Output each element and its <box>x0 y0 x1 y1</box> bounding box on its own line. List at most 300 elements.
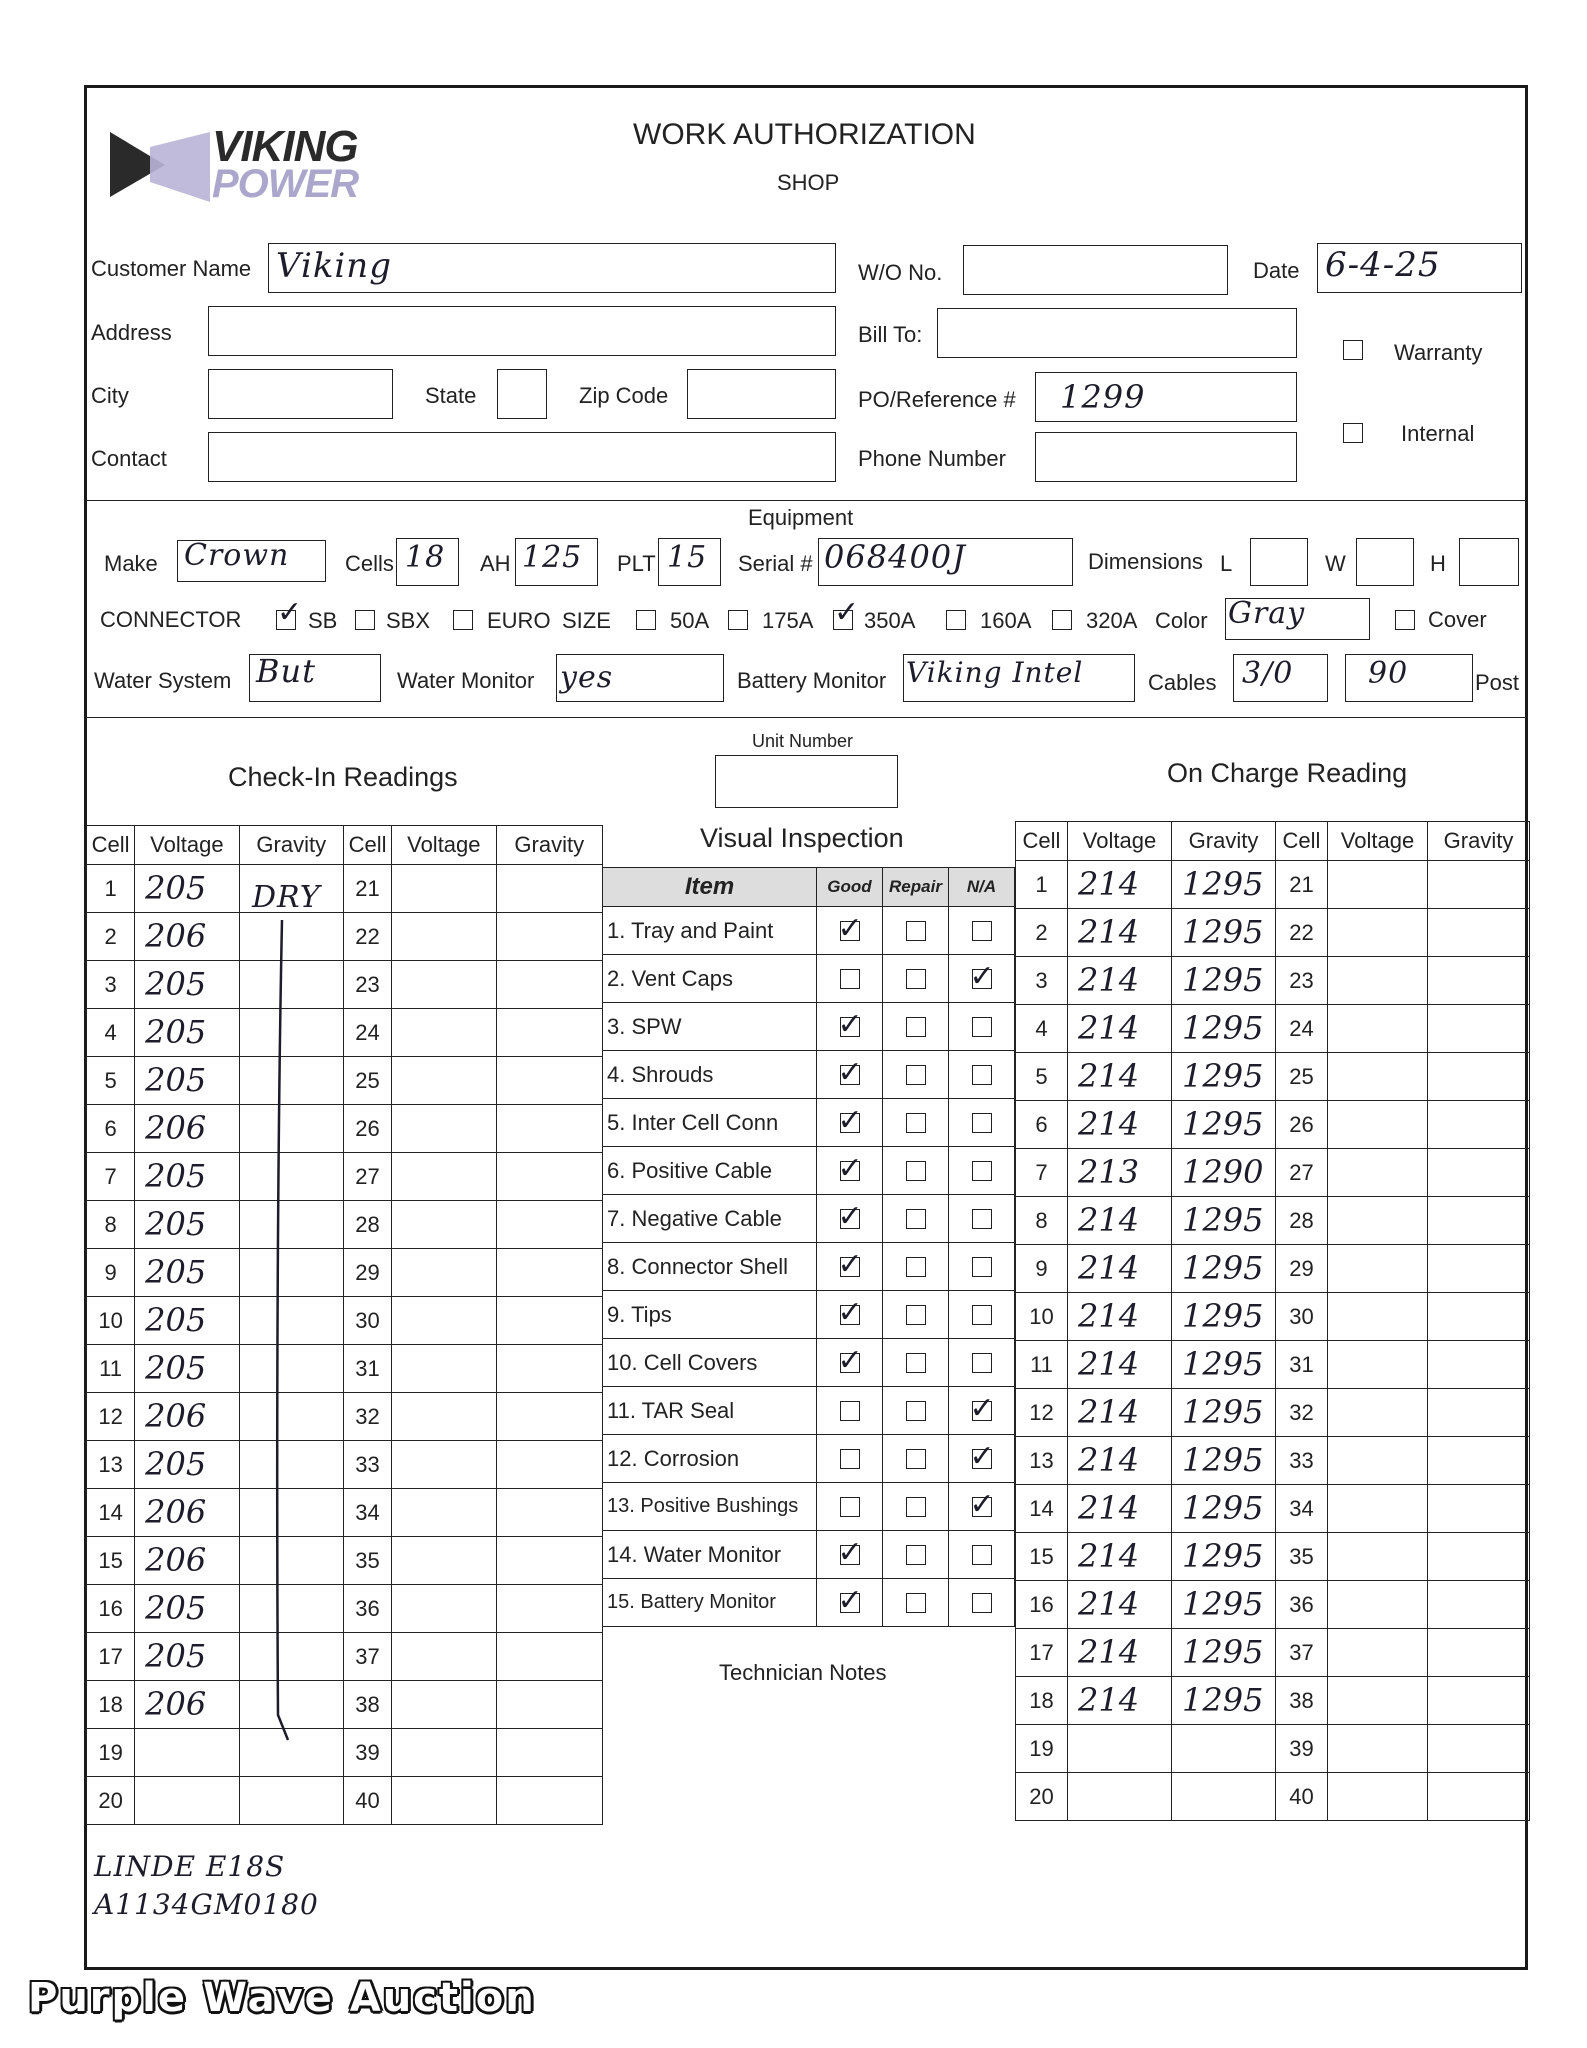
zip-field[interactable] <box>687 369 836 419</box>
oncharge-row <box>1016 1581 1530 1629</box>
dim-h-label: H <box>1430 551 1446 576</box>
checkin-voltage-cell[interactable] <box>135 1633 239 1681</box>
checkin-voltage-cell[interactable] <box>135 913 239 961</box>
checkin-gravity-cell[interactable] <box>496 1153 602 1201</box>
oncharge-voltage-cell[interactable] <box>1068 1005 1172 1053</box>
oncharge-cell-number: 16 <box>1016 1581 1068 1629</box>
checkin-voltage-cell[interactable] <box>135 1777 239 1825</box>
oncharge-header-cell: Voltage <box>1068 822 1172 861</box>
checkin-voltage-cell[interactable] <box>135 961 239 1009</box>
visual-na-cell <box>949 1339 1015 1387</box>
oncharge-voltage-cell[interactable] <box>1328 1101 1428 1149</box>
bill-to-field[interactable] <box>937 308 1297 358</box>
checkin-row <box>87 913 603 961</box>
oncharge-gravity-value: 1290 <box>1182 1153 1264 1191</box>
oncharge-voltage-value: 214 <box>1078 1057 1140 1095</box>
checkin-voltage-value: 205 <box>145 1013 207 1051</box>
checkin-voltage-cell[interactable] <box>392 1249 496 1297</box>
checkin-voltage-cell[interactable] <box>135 1585 239 1633</box>
phone-field[interactable] <box>1035 432 1297 482</box>
checkin-cell-number: 26 <box>343 1105 391 1153</box>
checkin-voltage-cell[interactable] <box>392 1633 496 1681</box>
checkin-voltage-cell[interactable] <box>392 1105 496 1153</box>
visual-item-row <box>603 1243 1015 1291</box>
oncharge-gravity-cell[interactable] <box>1428 1629 1530 1677</box>
oncharge-gravity-cell[interactable] <box>1428 909 1530 957</box>
oncharge-gravity-cell[interactable] <box>1428 1005 1530 1053</box>
oncharge-gravity-cell[interactable] <box>1428 1197 1530 1245</box>
oncharge-voltage-cell[interactable] <box>1068 1149 1172 1197</box>
checkin-voltage-cell[interactable] <box>392 1153 496 1201</box>
checkin-voltage-cell[interactable] <box>392 1057 496 1105</box>
visual-item-row <box>603 907 1015 955</box>
checkin-voltage-cell[interactable] <box>392 1297 496 1345</box>
connector-label: CONNECTOR <box>100 607 242 632</box>
checkin-voltage-cell[interactable] <box>135 1249 239 1297</box>
phone-label: Phone Number <box>858 446 1006 471</box>
visual-repair-checkbox[interactable] <box>906 1209 926 1229</box>
check-mark-icon: ✓ <box>837 1294 863 1330</box>
checkin-voltage-cell[interactable] <box>135 1345 239 1393</box>
visual-na-checkbox[interactable] <box>972 1545 992 1565</box>
oncharge-gravity-value: 1295 <box>1182 865 1264 903</box>
size-175a-checkbox[interactable] <box>728 610 748 630</box>
oncharge-gravity-cell[interactable] <box>1172 1485 1276 1533</box>
dim-l-label: L <box>1220 551 1233 576</box>
checkin-row <box>87 1057 603 1105</box>
checkin-voltage-cell[interactable] <box>392 1009 496 1057</box>
visual-repair-checkbox[interactable] <box>906 1017 926 1037</box>
serial-label: Serial # <box>738 551 813 576</box>
oncharge-voltage-cell[interactable] <box>1328 1533 1428 1581</box>
oncharge-voltage-cell[interactable] <box>1068 1197 1172 1245</box>
checkin-voltage-cell[interactable] <box>135 1441 239 1489</box>
oncharge-gravity-cell[interactable] <box>1428 1245 1530 1293</box>
oncharge-cell-number: 3 <box>1016 957 1068 1005</box>
oncharge-gravity-cell[interactable] <box>1172 1197 1276 1245</box>
oncharge-voltage-cell[interactable] <box>1068 1533 1172 1581</box>
checkin-voltage-value: 206 <box>145 917 207 955</box>
checkin-voltage-cell[interactable] <box>392 1345 496 1393</box>
visual-na-checkbox[interactable] <box>972 1353 992 1373</box>
oncharge-row <box>1016 1149 1530 1197</box>
city-field[interactable] <box>208 369 393 419</box>
visual-na-cell <box>949 1003 1015 1051</box>
checkin-row <box>87 1729 603 1777</box>
checkin-voltage-cell[interactable] <box>392 1729 496 1777</box>
visual-repair-checkbox[interactable] <box>906 1113 926 1133</box>
checkin-voltage-cell[interactable] <box>135 1297 239 1345</box>
checkin-gravity-cell[interactable] <box>496 1489 602 1537</box>
visual-repair-checkbox[interactable] <box>906 1305 926 1325</box>
visual-na-checkbox[interactable] <box>972 1209 992 1229</box>
oncharge-cell-number: 28 <box>1276 1197 1328 1245</box>
checkin-voltage-cell[interactable] <box>135 1153 239 1201</box>
cables-value-1: 3/0 <box>1242 656 1294 691</box>
checkin-voltage-cell[interactable] <box>392 1777 496 1825</box>
checkin-voltage-cell[interactable] <box>392 961 496 1009</box>
zip-label: Zip Code <box>579 383 669 408</box>
visual-good-cell <box>817 1435 883 1483</box>
oncharge-gravity-cell[interactable] <box>1172 1533 1276 1581</box>
ah-value: 125 <box>522 540 583 575</box>
oncharge-gravity-cell[interactable] <box>1428 1389 1530 1437</box>
checkin-row <box>87 1681 603 1729</box>
cables-field-2[interactable] <box>1345 654 1473 702</box>
oncharge-cell-number: 17 <box>1016 1629 1068 1677</box>
cables-label: Cables <box>1148 670 1217 695</box>
checkin-gravity-cell[interactable] <box>496 1057 602 1105</box>
visual-na-checkbox[interactable] <box>972 1113 992 1133</box>
oncharge-cell-number: 5 <box>1016 1053 1068 1101</box>
checkin-voltage-cell[interactable] <box>392 1441 496 1489</box>
visual-repair-checkbox[interactable] <box>906 1401 926 1421</box>
oncharge-gravity-cell[interactable] <box>1172 957 1276 1005</box>
checkin-gravity-cell[interactable] <box>496 961 602 1009</box>
visual-repair-checkbox[interactable] <box>906 1593 926 1613</box>
visual-repair-cell <box>883 1195 949 1243</box>
checkin-gravity-cell[interactable] <box>496 913 602 961</box>
size-175a-label: 175A <box>762 608 814 633</box>
oncharge-voltage-cell[interactable] <box>1328 1773 1428 1821</box>
checkin-gravity-cell[interactable] <box>496 1393 602 1441</box>
dim-l-field[interactable] <box>1250 538 1308 586</box>
checkin-gravity-cell[interactable] <box>496 1537 602 1585</box>
oncharge-gravity-cell[interactable] <box>1172 1725 1276 1773</box>
oncharge-gravity-cell[interactable] <box>1172 1629 1276 1677</box>
oncharge-gravity-cell[interactable] <box>1172 1149 1276 1197</box>
oncharge-row <box>1016 909 1530 957</box>
oncharge-voltage-cell[interactable] <box>1328 1725 1428 1773</box>
visual-item-row <box>603 1483 1015 1531</box>
address-field[interactable] <box>208 306 836 356</box>
visual-repair-checkbox[interactable] <box>906 1353 926 1373</box>
oncharge-gravity-cell[interactable] <box>1428 1101 1530 1149</box>
checkin-gravity-cell[interactable] <box>496 1297 602 1345</box>
visual-repair-checkbox[interactable] <box>906 969 926 989</box>
visual-na-checkbox[interactable] <box>972 1161 992 1181</box>
visual-good-cell <box>817 1579 883 1627</box>
checkin-voltage-value: 205 <box>145 1061 207 1099</box>
checkin-voltage-cell[interactable] <box>135 1009 239 1057</box>
size-160a-checkbox[interactable] <box>946 610 966 630</box>
oncharge-voltage-cell[interactable] <box>1068 1293 1172 1341</box>
state-field[interactable] <box>497 369 547 419</box>
checkin-row <box>87 865 603 913</box>
visual-item-row <box>603 1531 1015 1579</box>
visual-item-label: 15. Battery Monitor <box>603 1579 817 1627</box>
oncharge-gravity-cell[interactable] <box>1428 1485 1530 1533</box>
visual-na-checkbox[interactable] <box>972 1305 992 1325</box>
visual-good-checkbox[interactable] <box>840 1449 860 1469</box>
checkin-voltage-cell[interactable] <box>392 1681 496 1729</box>
checkin-gravity-cell[interactable] <box>496 1009 602 1057</box>
oncharge-voltage-cell[interactable] <box>1328 1437 1428 1485</box>
checkin-cell-number: 28 <box>343 1201 391 1249</box>
make-value: Crown <box>184 538 290 573</box>
oncharge-voltage-cell[interactable] <box>1328 1581 1428 1629</box>
oncharge-gravity-value: 1295 <box>1182 1105 1264 1143</box>
color-value: Gray <box>1228 596 1306 631</box>
visual-good-checkbox[interactable] <box>840 1401 860 1421</box>
po-value: 1299 <box>1060 378 1146 416</box>
checkin-voltage-cell[interactable] <box>392 1585 496 1633</box>
visual-na-checkbox[interactable] <box>972 1593 992 1613</box>
visual-good-cell <box>817 1531 883 1579</box>
visual-header-row <box>603 868 1015 907</box>
oncharge-gravity-cell[interactable] <box>1172 1677 1276 1725</box>
oncharge-voltage-cell[interactable] <box>1068 861 1172 909</box>
oncharge-gravity-cell[interactable] <box>1428 1581 1530 1629</box>
oncharge-voltage-cell[interactable] <box>1328 1293 1428 1341</box>
oncharge-cell-number: 10 <box>1016 1293 1068 1341</box>
oncharge-gravity-cell[interactable] <box>1428 1053 1530 1101</box>
dim-h-field[interactable] <box>1459 538 1519 586</box>
checkin-gravity-cell[interactable] <box>496 1777 602 1825</box>
oncharge-voltage-cell[interactable] <box>1068 957 1172 1005</box>
oncharge-gravity-cell[interactable] <box>1428 861 1530 909</box>
checkin-voltage-cell[interactable] <box>135 1105 239 1153</box>
visual-repair-checkbox[interactable] <box>906 1257 926 1277</box>
oncharge-gravity-cell[interactable] <box>1428 957 1530 1005</box>
oncharge-voltage-cell[interactable] <box>1068 1485 1172 1533</box>
oncharge-voltage-cell[interactable] <box>1328 1149 1428 1197</box>
oncharge-gravity-cell[interactable] <box>1172 1293 1276 1341</box>
checkin-cell-number: 8 <box>87 1201 135 1249</box>
oncharge-gravity-cell[interactable] <box>1428 1773 1530 1821</box>
checkin-cell-number: 40 <box>343 1777 391 1825</box>
oncharge-gravity-cell[interactable] <box>1172 1245 1276 1293</box>
oncharge-gravity-cell[interactable] <box>1172 1773 1276 1821</box>
checkin-cell-number: 7 <box>87 1153 135 1201</box>
visual-item-label: 13. Positive Bushings <box>603 1483 817 1531</box>
visual-header-cell: Repair <box>883 868 949 907</box>
checkin-gravity-cell[interactable] <box>496 1105 602 1153</box>
check-mark-icon: ✓ <box>837 1342 863 1378</box>
oncharge-header-cell: Cell <box>1276 822 1328 861</box>
oncharge-voltage-cell[interactable] <box>1328 1629 1428 1677</box>
oncharge-cell-number: 11 <box>1016 1341 1068 1389</box>
visual-na-checkbox[interactable] <box>972 1065 992 1085</box>
oncharge-voltage-cell[interactable] <box>1328 1677 1428 1725</box>
checkin-voltage-cell[interactable] <box>135 1489 239 1537</box>
oncharge-gravity-cell[interactable] <box>1172 1005 1276 1053</box>
oncharge-gravity-cell[interactable] <box>1172 909 1276 957</box>
oncharge-voltage-cell[interactable] <box>1328 1389 1428 1437</box>
checkin-voltage-cell[interactable] <box>392 1201 496 1249</box>
state-label: State <box>425 383 477 408</box>
checkin-voltage-cell[interactable] <box>392 913 496 961</box>
checkin-cell-number: 19 <box>87 1729 135 1777</box>
contact-field[interactable] <box>208 432 836 482</box>
size-320a-checkbox[interactable] <box>1052 610 1072 630</box>
cells-value: 18 <box>405 540 446 575</box>
checkin-cell-number: 13 <box>87 1441 135 1489</box>
oncharge-voltage-cell[interactable] <box>1328 1341 1428 1389</box>
visual-repair-cell <box>883 1147 949 1195</box>
oncharge-gravity-cell[interactable] <box>1172 1053 1276 1101</box>
oncharge-voltage-cell[interactable] <box>1328 1485 1428 1533</box>
oncharge-voltage-cell[interactable] <box>1068 1629 1172 1677</box>
visual-na-cell <box>949 1099 1015 1147</box>
oncharge-voltage-cell[interactable] <box>1328 1053 1428 1101</box>
checkin-gravity-cell[interactable] <box>496 1729 602 1777</box>
oncharge-gravity-cell[interactable] <box>1428 1725 1530 1773</box>
oncharge-voltage-cell[interactable] <box>1328 1197 1428 1245</box>
oncharge-gravity-value: 1295 <box>1182 1345 1264 1383</box>
checkin-row <box>87 1249 603 1297</box>
checkin-gravity-cell[interactable] <box>496 1345 602 1393</box>
visual-good-checkbox[interactable] <box>840 1497 860 1517</box>
checkin-voltage-cell[interactable] <box>135 1537 239 1585</box>
oncharge-gravity-cell[interactable] <box>1172 1341 1276 1389</box>
checkin-cell-number: 2 <box>87 913 135 961</box>
checkin-gravity-cell[interactable] <box>496 1585 602 1633</box>
dim-w-field[interactable] <box>1356 538 1414 586</box>
checkin-voltage-cell[interactable] <box>392 1537 496 1585</box>
checkin-gravity-cell[interactable] <box>496 1249 602 1297</box>
checkin-gravity-cell[interactable] <box>496 1201 602 1249</box>
oncharge-voltage-cell[interactable] <box>1068 1389 1172 1437</box>
visual-repair-cell <box>883 955 949 1003</box>
checkin-gravity-cell[interactable] <box>496 1681 602 1729</box>
unit-number-field[interactable] <box>715 755 898 808</box>
color-label: Color <box>1155 608 1208 633</box>
oncharge-gravity-cell[interactable] <box>1428 1677 1530 1725</box>
oncharge-voltage-cell[interactable] <box>1068 1101 1172 1149</box>
visual-repair-checkbox[interactable] <box>906 1545 926 1565</box>
checkin-voltage-cell[interactable] <box>392 1489 496 1537</box>
checkin-cell-number: 14 <box>87 1489 135 1537</box>
visual-repair-cell <box>883 907 949 955</box>
wo-field[interactable] <box>963 245 1228 295</box>
oncharge-voltage-cell[interactable] <box>1328 1005 1428 1053</box>
oncharge-voltage-cell[interactable] <box>1068 1341 1172 1389</box>
oncharge-row <box>1016 861 1530 909</box>
checkin-voltage-value: 205 <box>145 965 207 1003</box>
check-mark-icon: ✓ <box>837 1150 863 1186</box>
checkin-voltage-cell[interactable] <box>392 865 496 913</box>
oncharge-gravity-cell[interactable] <box>1172 861 1276 909</box>
oncharge-voltage-cell[interactable] <box>1068 1725 1172 1773</box>
oncharge-row <box>1016 1341 1530 1389</box>
checkin-voltage-value: 205 <box>145 1349 207 1387</box>
visual-repair-checkbox[interactable] <box>906 1497 926 1517</box>
oncharge-header-row <box>1016 822 1530 861</box>
contact-label: Contact <box>91 446 167 471</box>
visual-good-cell <box>817 1291 883 1339</box>
visual-repair-checkbox[interactable] <box>906 921 926 941</box>
check-mark-icon: ✓ <box>837 1054 863 1090</box>
checkin-voltage-cell[interactable] <box>135 1393 239 1441</box>
checkin-cell-number: 16 <box>87 1585 135 1633</box>
checkin-voltage-value: 205 <box>145 1253 207 1291</box>
dim-w-label: W <box>1325 551 1346 576</box>
oncharge-gravity-cell[interactable] <box>1172 1581 1276 1629</box>
oncharge-voltage-cell[interactable] <box>1068 1677 1172 1725</box>
checkin-gravity-cell[interactable] <box>496 1633 602 1681</box>
internal-checkbox[interactable] <box>1343 423 1363 443</box>
cover-checkbox[interactable] <box>1395 610 1415 630</box>
oncharge-voltage-cell[interactable] <box>1068 1245 1172 1293</box>
oncharge-voltage-cell[interactable] <box>1328 861 1428 909</box>
plt-value: 15 <box>667 540 708 575</box>
oncharge-voltage-cell[interactable] <box>1068 1053 1172 1101</box>
checkin-cell-number: 36 <box>343 1585 391 1633</box>
oncharge-gravity-cell[interactable] <box>1428 1149 1530 1197</box>
visual-repair-checkbox[interactable] <box>906 1065 926 1085</box>
oncharge-cell-number: 30 <box>1276 1293 1328 1341</box>
oncharge-voltage-cell[interactable] <box>1068 909 1172 957</box>
checkin-header-row <box>87 826 603 865</box>
size-50a-checkbox[interactable] <box>636 610 656 630</box>
checkin-voltage-value: 205 <box>145 1589 207 1627</box>
visual-na-checkbox[interactable] <box>972 921 992 941</box>
oncharge-voltage-cell[interactable] <box>1328 957 1428 1005</box>
checkin-gravity-cell[interactable] <box>239 1777 343 1825</box>
visual-na-checkbox[interactable] <box>972 1257 992 1277</box>
euro-checkbox[interactable] <box>453 610 473 630</box>
visual-item-label: 1. Tray and Paint <box>603 907 817 955</box>
visual-na-checkbox[interactable] <box>972 1017 992 1037</box>
post-label: Post <box>1475 670 1520 695</box>
oncharge-voltage-cell[interactable] <box>1328 1245 1428 1293</box>
oncharge-cell-number: 32 <box>1276 1389 1328 1437</box>
visual-good-checkbox[interactable] <box>840 969 860 989</box>
oncharge-gravity-cell[interactable] <box>1172 1437 1276 1485</box>
oncharge-gravity-value: 1295 <box>1182 1057 1264 1095</box>
checkin-voltage-value: 205 <box>145 1637 207 1675</box>
oncharge-voltage-cell[interactable] <box>1068 1437 1172 1485</box>
visual-item-label: 7. Negative Cable <box>603 1195 817 1243</box>
oncharge-row <box>1016 1197 1530 1245</box>
checkin-cell-number: 24 <box>343 1009 391 1057</box>
checkin-row <box>87 1489 603 1537</box>
oncharge-voltage-cell[interactable] <box>1068 1773 1172 1821</box>
sbx-checkbox[interactable] <box>355 610 375 630</box>
checkin-row <box>87 1633 603 1681</box>
visual-repair-checkbox[interactable] <box>906 1449 926 1469</box>
checkin-voltage-cell[interactable] <box>135 1681 239 1729</box>
oncharge-voltage-value: 214 <box>1078 1489 1140 1527</box>
oncharge-gravity-cell[interactable] <box>1428 1533 1530 1581</box>
oncharge-gravity-cell[interactable] <box>1428 1341 1530 1389</box>
checkin-voltage-cell[interactable] <box>135 1729 239 1777</box>
oncharge-voltage-cell[interactable] <box>1328 909 1428 957</box>
visual-good-cell <box>817 1483 883 1531</box>
visual-na-cell <box>949 1051 1015 1099</box>
oncharge-gravity-cell[interactable] <box>1428 1437 1530 1485</box>
oncharge-voltage-cell[interactable] <box>1068 1581 1172 1629</box>
visual-repair-checkbox[interactable] <box>906 1161 926 1181</box>
oncharge-gravity-cell[interactable] <box>1172 1101 1276 1149</box>
checkin-voltage-cell[interactable] <box>135 1201 239 1249</box>
oncharge-gravity-cell[interactable] <box>1172 1389 1276 1437</box>
checkin-gravity-cell[interactable] <box>496 1441 602 1489</box>
oncharge-voltage-value: 214 <box>1078 1345 1140 1383</box>
checkin-voltage-cell[interactable] <box>135 865 239 913</box>
visual-na-cell <box>949 1483 1015 1531</box>
checkin-gravity-cell[interactable] <box>496 865 602 913</box>
oncharge-voltage-value: 214 <box>1078 1009 1140 1047</box>
warranty-checkbox[interactable] <box>1343 340 1363 360</box>
oncharge-row <box>1016 1293 1530 1341</box>
checkin-voltage-cell[interactable] <box>135 1057 239 1105</box>
checkin-voltage-cell[interactable] <box>392 1393 496 1441</box>
visual-item-row <box>603 1579 1015 1627</box>
checkin-cell-number: 37 <box>343 1633 391 1681</box>
oncharge-gravity-cell[interactable] <box>1428 1293 1530 1341</box>
